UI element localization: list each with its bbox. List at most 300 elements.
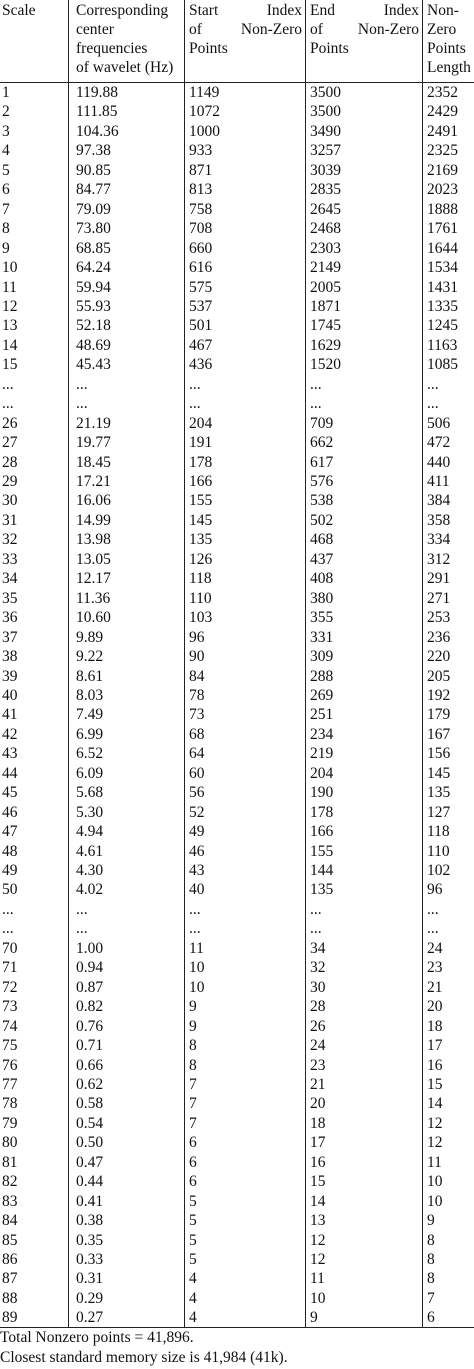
header-line: Non- — [427, 2, 459, 19]
cell-length: 2491 — [427, 122, 458, 140]
cell-frequency: ... — [76, 375, 88, 393]
cell-length: 11 — [427, 1153, 442, 1171]
cell-length: 205 — [427, 667, 451, 685]
cell-frequency: 6.09 — [76, 764, 104, 782]
cell-start-index: 575 — [189, 278, 213, 296]
cell-end-index: 135 — [310, 881, 334, 899]
header-line: Points — [310, 40, 349, 57]
cell-length: 9 — [427, 1212, 435, 1230]
cell-scale: 74 — [2, 1017, 18, 1035]
cell-start-index: 166 — [189, 473, 213, 490]
cell-end-index: 10 — [310, 1289, 326, 1307]
cell-end-index: 1745 — [310, 317, 341, 335]
cell-frequency: 4.61 — [76, 842, 104, 860]
cell-end-index: 355 — [310, 609, 334, 627]
cell-end-index: 2303 — [310, 239, 341, 257]
cell-end-index: 26 — [310, 1017, 326, 1035]
header-line: Start Index — [189, 2, 302, 19]
header-line: of Non-Zero — [310, 21, 419, 38]
cell-start-index: 501 — [189, 317, 213, 335]
cell-scale: 46 — [2, 803, 18, 821]
cell-end-index: 2835 — [310, 181, 341, 199]
cell-length: ... — [427, 395, 439, 413]
header-center-frequency — [76, 1, 181, 77]
cell-length: 7 — [427, 1289, 435, 1307]
cell-length: 2352 — [427, 84, 458, 101]
cell-frequency: 104.36 — [76, 122, 119, 140]
cell-start-index: 10 — [189, 959, 205, 977]
cell-scale: 14 — [2, 336, 18, 354]
cell-start-index: 126 — [189, 550, 213, 568]
cell-length: 135 — [427, 784, 451, 802]
cell-frequency: 0.71 — [76, 1037, 104, 1055]
cell-scale: 80 — [2, 1134, 18, 1152]
header-line: Points — [189, 40, 228, 57]
cell-end-index: 251 — [310, 706, 334, 724]
cell-frequency: 73.80 — [76, 220, 111, 238]
cell-scale: ... — [2, 375, 14, 393]
cell-scale: 11 — [2, 278, 17, 296]
cell-frequency: 21.19 — [76, 414, 111, 432]
cell-frequency: 11.36 — [76, 589, 111, 607]
cell-scale: 81 — [2, 1153, 18, 1171]
cell-frequency: 6.99 — [76, 725, 104, 743]
cell-length: 1534 — [427, 259, 458, 277]
cell-frequency: 0.27 — [76, 1309, 104, 1327]
cell-scale: 77 — [2, 1075, 18, 1093]
cell-scale: 88 — [2, 1289, 18, 1307]
cell-end-index: 502 — [310, 511, 334, 529]
cell-length: 15 — [427, 1075, 443, 1093]
cell-start-index: 5 — [189, 1212, 197, 1230]
cell-length: 10 — [427, 1173, 443, 1191]
cell-length: 411 — [427, 473, 450, 490]
cell-start-index: 68 — [189, 725, 205, 743]
cell-length: 96 — [427, 881, 443, 899]
cell-length: 14 — [427, 1095, 443, 1113]
column-divider — [68, 0, 69, 1327]
cell-length: 291 — [427, 570, 451, 588]
cell-frequency: 111.85 — [76, 103, 118, 121]
cell-scale: 29 — [2, 473, 18, 490]
cell-start-index: 6 — [189, 1153, 197, 1171]
cell-end-index: 468 — [310, 531, 334, 549]
cell-scale: 34 — [2, 570, 18, 588]
cell-length: 1644 — [427, 239, 458, 257]
cell-scale: 70 — [2, 939, 18, 957]
cell-start-index: 1072 — [189, 103, 220, 121]
header-line: Length — [427, 59, 471, 76]
cell-length: 440 — [427, 453, 451, 471]
cell-scale: 78 — [2, 1095, 18, 1113]
cell-end-index: 576 — [310, 473, 334, 490]
cell-start-index: ... — [189, 395, 201, 413]
cell-end-index: 11 — [310, 1270, 325, 1288]
cell-scale: 5 — [2, 161, 10, 179]
cell-end-index: 617 — [310, 453, 334, 471]
cell-length: 110 — [427, 842, 450, 860]
cell-start-index: 7 — [189, 1114, 197, 1132]
cell-frequency: 79.09 — [76, 200, 111, 218]
cell-scale: 47 — [2, 823, 18, 841]
cell-length: ... — [427, 920, 439, 938]
cell-frequency: 18.45 — [76, 453, 111, 471]
cell-end-index: 709 — [310, 414, 334, 432]
cell-frequency: 12.17 — [76, 570, 111, 588]
cell-length: ... — [427, 375, 439, 393]
cell-length: 17 — [427, 1037, 443, 1055]
cell-end-index: 166 — [310, 823, 334, 841]
cell-end-index: 2149 — [310, 259, 341, 277]
cell-end-index: 408 — [310, 570, 334, 588]
cell-scale: 50 — [2, 881, 18, 899]
cell-end-index: 2005 — [310, 278, 341, 296]
cell-start-index: 78 — [189, 686, 205, 704]
cell-scale: 75 — [2, 1037, 18, 1055]
cell-frequency: 97.38 — [76, 142, 111, 160]
cell-end-index: 12 — [310, 1231, 326, 1249]
cell-end-index: 3490 — [310, 122, 341, 140]
cell-start-index: 4 — [189, 1309, 197, 1327]
cell-frequency: 119.88 — [76, 84, 119, 101]
cell-frequency: 59.94 — [76, 278, 111, 296]
cell-scale: 40 — [2, 686, 18, 704]
cell-start-index: 6 — [189, 1134, 197, 1152]
cell-end-index: 1629 — [310, 336, 341, 354]
cell-scale: 73 — [2, 998, 18, 1016]
cell-frequency: ... — [76, 395, 88, 413]
cell-scale: 41 — [2, 706, 18, 724]
cell-end-index: 34 — [310, 939, 326, 957]
cell-frequency: 14.99 — [76, 511, 111, 529]
cell-scale: 83 — [2, 1192, 18, 1210]
cell-end-index: 178 — [310, 803, 334, 821]
cell-length: 10 — [427, 1192, 443, 1210]
cell-scale: 35 — [2, 589, 18, 607]
cell-end-index: 380 — [310, 589, 334, 607]
cell-length: 220 — [427, 648, 451, 666]
cell-end-index: 20 — [310, 1095, 326, 1113]
cell-scale: 38 — [2, 648, 18, 666]
cell-scale: 33 — [2, 550, 18, 568]
cell-start-index: 56 — [189, 784, 205, 802]
cell-end-index: ... — [310, 375, 322, 393]
cell-start-index: 436 — [189, 356, 213, 374]
cell-start-index: 660 — [189, 239, 213, 257]
cell-start-index: 708 — [189, 220, 213, 238]
cell-start-index: 4 — [189, 1270, 197, 1288]
cell-start-index: 118 — [189, 570, 212, 588]
cell-start-index: 7 — [189, 1095, 197, 1113]
cell-start-index: 191 — [189, 434, 213, 452]
cell-start-index: 4 — [189, 1289, 197, 1307]
cell-frequency: 0.82 — [76, 998, 104, 1016]
cell-length: 1761 — [427, 220, 458, 238]
cell-start-index: 60 — [189, 764, 205, 782]
cell-end-index: 234 — [310, 725, 334, 743]
cell-scale: 49 — [2, 862, 18, 879]
cell-frequency: 8.03 — [76, 686, 104, 704]
cell-scale: 13 — [2, 317, 18, 335]
cell-end-index: 24 — [310, 1037, 326, 1055]
cell-start-index: 73 — [189, 706, 205, 724]
cell-end-index: 9 — [310, 1309, 318, 1327]
cell-length: 506 — [427, 414, 451, 432]
cell-end-index: 23 — [310, 1056, 326, 1074]
header-line: center — [76, 21, 114, 38]
cell-frequency: 48.69 — [76, 336, 111, 354]
cell-scale: 86 — [2, 1251, 18, 1268]
cell-frequency: 7.49 — [76, 706, 104, 724]
header-line: Zero — [427, 21, 457, 38]
cell-end-index: 288 — [310, 667, 334, 685]
cell-scale: 85 — [2, 1231, 18, 1249]
header-line: Corresponding — [76, 2, 169, 19]
cell-end-index: 2468 — [310, 220, 341, 238]
cell-length: 167 — [427, 725, 451, 743]
cell-scale: 36 — [2, 609, 18, 627]
cell-start-index: 204 — [189, 414, 213, 432]
cell-end-index: 1520 — [310, 356, 341, 374]
cell-start-index: 145 — [189, 511, 213, 529]
cell-end-index: 17 — [310, 1134, 326, 1152]
cell-scale: 42 — [2, 725, 18, 743]
cell-start-index: 10 — [189, 978, 205, 996]
cell-scale: 9 — [2, 239, 10, 257]
cell-length: 8 — [427, 1270, 435, 1288]
cell-frequency: 13.05 — [76, 550, 111, 568]
cell-scale: 28 — [2, 453, 18, 471]
header-start-index — [189, 1, 302, 58]
cell-end-index: 144 — [310, 862, 334, 879]
cell-end-index: 32 — [310, 959, 326, 977]
cell-start-index: 7 — [189, 1075, 197, 1093]
cell-length: 271 — [427, 589, 451, 607]
cell-end-index: ... — [310, 900, 322, 918]
cell-start-index: 64 — [189, 745, 205, 763]
memory-size-note: Closest standard memory size is 41,984 (41k). — [0, 1349, 288, 1366]
cell-start-index: ... — [189, 375, 201, 393]
cell-length: 16 — [427, 1056, 443, 1074]
cell-frequency: 17.21 — [76, 473, 111, 490]
cell-length: 145 — [427, 764, 451, 782]
cell-scale: 43 — [2, 745, 18, 763]
cell-start-index: 110 — [189, 589, 212, 607]
cell-start-index: 537 — [189, 297, 213, 315]
cell-scale: ... — [2, 900, 14, 918]
cell-scale: 48 — [2, 842, 18, 860]
header-line: Points — [427, 40, 466, 57]
cell-frequency: 84.77 — [76, 181, 111, 199]
cell-frequency: 0.54 — [76, 1114, 104, 1132]
cell-length: 192 — [427, 686, 451, 704]
cell-length: 18 — [427, 1017, 443, 1035]
cell-start-index: 5 — [189, 1192, 197, 1210]
cell-end-index: ... — [310, 395, 322, 413]
cell-frequency: 9.89 — [76, 628, 104, 646]
cell-frequency: 45.43 — [76, 356, 111, 374]
cell-end-index: 30 — [310, 978, 326, 996]
cell-scale: 45 — [2, 784, 18, 802]
cell-end-index: 1871 — [310, 297, 341, 315]
cell-length: 2169 — [427, 161, 458, 179]
cell-scale: 6 — [2, 181, 10, 199]
cell-end-index: 3257 — [310, 142, 341, 160]
cell-frequency: 16.06 — [76, 492, 111, 510]
cell-start-index: 96 — [189, 628, 205, 646]
cell-frequency: 0.50 — [76, 1134, 104, 1152]
cell-frequency: 5.30 — [76, 803, 104, 821]
cell-frequency: 0.29 — [76, 1289, 104, 1307]
cell-start-index: 178 — [189, 453, 213, 471]
cell-scale: 79 — [2, 1114, 18, 1132]
header-line: Scale — [2, 2, 36, 19]
cell-start-index: 8 — [189, 1037, 197, 1055]
cell-end-index: 190 — [310, 784, 334, 802]
cell-scale: 84 — [2, 1212, 18, 1230]
cell-frequency: 0.38 — [76, 1212, 104, 1230]
cell-length: 179 — [427, 706, 451, 724]
cell-length: 472 — [427, 434, 451, 452]
cell-start-index: 90 — [189, 648, 205, 666]
cell-frequency: ... — [76, 900, 88, 918]
cell-scale: ... — [2, 395, 14, 413]
cell-start-index: 9 — [189, 1017, 197, 1035]
cell-length: 8 — [427, 1251, 435, 1268]
cell-start-index: 467 — [189, 336, 213, 354]
cell-frequency: 0.66 — [76, 1056, 104, 1074]
cell-scale: 87 — [2, 1270, 18, 1288]
cell-length: 156 — [427, 745, 451, 763]
cell-end-index: 13 — [310, 1212, 326, 1230]
cell-scale: 3 — [2, 122, 10, 140]
cell-end-index: 269 — [310, 686, 334, 704]
cell-end-index: 204 — [310, 764, 334, 782]
cell-frequency: 0.44 — [76, 1173, 104, 1191]
cell-end-index: 538 — [310, 492, 334, 510]
cell-scale: 8 — [2, 220, 10, 238]
cell-end-index: 15 — [310, 1173, 326, 1191]
cell-start-index: 871 — [189, 161, 213, 179]
cell-length: 127 — [427, 803, 451, 821]
header-end-index — [310, 1, 419, 58]
header-nonzero-length — [427, 1, 471, 77]
cell-scale: 32 — [2, 531, 18, 549]
cell-frequency: 0.41 — [76, 1192, 104, 1210]
cell-end-index: 331 — [310, 628, 334, 646]
cell-length: 6 — [427, 1309, 435, 1327]
column-divider — [305, 0, 306, 1327]
cell-scale: 2 — [2, 103, 10, 121]
cell-start-index: 11 — [189, 939, 204, 957]
cell-frequency: 64.24 — [76, 259, 111, 277]
cell-scale: 1 — [2, 84, 10, 101]
cell-length: 102 — [427, 862, 451, 879]
cell-end-index: 16 — [310, 1153, 326, 1171]
cell-frequency: 0.58 — [76, 1095, 104, 1113]
cell-start-index: 1149 — [189, 84, 220, 101]
cell-start-index: ... — [189, 900, 201, 918]
cell-scale: 44 — [2, 764, 18, 782]
cell-start-index: 5 — [189, 1231, 197, 1249]
cell-end-index: 14 — [310, 1192, 326, 1210]
cell-frequency: 4.94 — [76, 823, 104, 841]
cell-frequency: 52.18 — [76, 317, 111, 335]
cell-length: 253 — [427, 609, 451, 627]
cell-length: 21 — [427, 978, 443, 996]
header-line: of Non-Zero — [189, 21, 302, 38]
cell-scale: 72 — [2, 978, 18, 996]
cell-frequency: 55.93 — [76, 297, 111, 315]
cell-frequency: 13.98 — [76, 531, 111, 549]
cell-frequency: 90.85 — [76, 161, 111, 179]
header-line: End Index — [310, 2, 419, 19]
cell-start-index: 49 — [189, 823, 205, 841]
cell-end-index: 437 — [310, 550, 334, 568]
cell-length: 334 — [427, 531, 451, 549]
cell-scale: 15 — [2, 356, 18, 374]
cell-scale: ... — [2, 920, 14, 938]
cell-length: 312 — [427, 550, 451, 568]
cell-end-index: 18 — [310, 1114, 326, 1132]
cell-length: 8 — [427, 1231, 435, 1249]
cell-end-index: ... — [310, 920, 322, 938]
cell-end-index: 3039 — [310, 161, 341, 179]
cell-frequency: 6.52 — [76, 745, 104, 763]
cell-scale: 82 — [2, 1173, 18, 1191]
cell-frequency: 5.68 — [76, 784, 104, 802]
cell-length: 24 — [427, 939, 443, 957]
cell-scale: 7 — [2, 200, 10, 218]
cell-end-index: 2645 — [310, 200, 341, 218]
cell-end-index: 309 — [310, 648, 334, 666]
cell-scale: 27 — [2, 434, 18, 452]
cell-frequency: 0.47 — [76, 1153, 104, 1171]
cell-start-index: 135 — [189, 531, 213, 549]
cell-scale: 39 — [2, 667, 18, 685]
cell-end-index: 155 — [310, 842, 334, 860]
cell-length: 12 — [427, 1114, 443, 1132]
column-divider — [184, 0, 185, 1327]
cell-scale: 71 — [2, 959, 18, 977]
cell-frequency: 0.62 — [76, 1075, 104, 1093]
cell-start-index: 155 — [189, 492, 213, 510]
cell-start-index: 6 — [189, 1173, 197, 1191]
cell-frequency: 0.33 — [76, 1251, 104, 1268]
cell-frequency: 0.76 — [76, 1017, 104, 1035]
cell-frequency: 10.60 — [76, 609, 111, 627]
cell-start-index: 46 — [189, 842, 205, 860]
cell-scale: 26 — [2, 414, 18, 432]
cell-length: 1085 — [427, 356, 458, 374]
cell-length: 1888 — [427, 200, 458, 218]
cell-start-index: 40 — [189, 881, 205, 899]
total-nonzero-note: Total Nonzero points = 41,896. — [0, 1329, 194, 1346]
cell-length: 1245 — [427, 317, 458, 335]
cell-frequency: 0.31 — [76, 1270, 104, 1288]
cell-scale: 89 — [2, 1309, 18, 1327]
cell-start-index: 933 — [189, 142, 213, 160]
cell-end-index: 12 — [310, 1251, 326, 1268]
cell-length: 23 — [427, 959, 443, 977]
cell-scale: 10 — [2, 259, 18, 277]
cell-frequency: 8.61 — [76, 667, 104, 685]
cell-start-index: ... — [189, 920, 201, 938]
cell-length: 1335 — [427, 297, 458, 315]
cell-length: 20 — [427, 998, 443, 1016]
cell-start-index: 43 — [189, 862, 205, 879]
cell-start-index: 103 — [189, 609, 213, 627]
